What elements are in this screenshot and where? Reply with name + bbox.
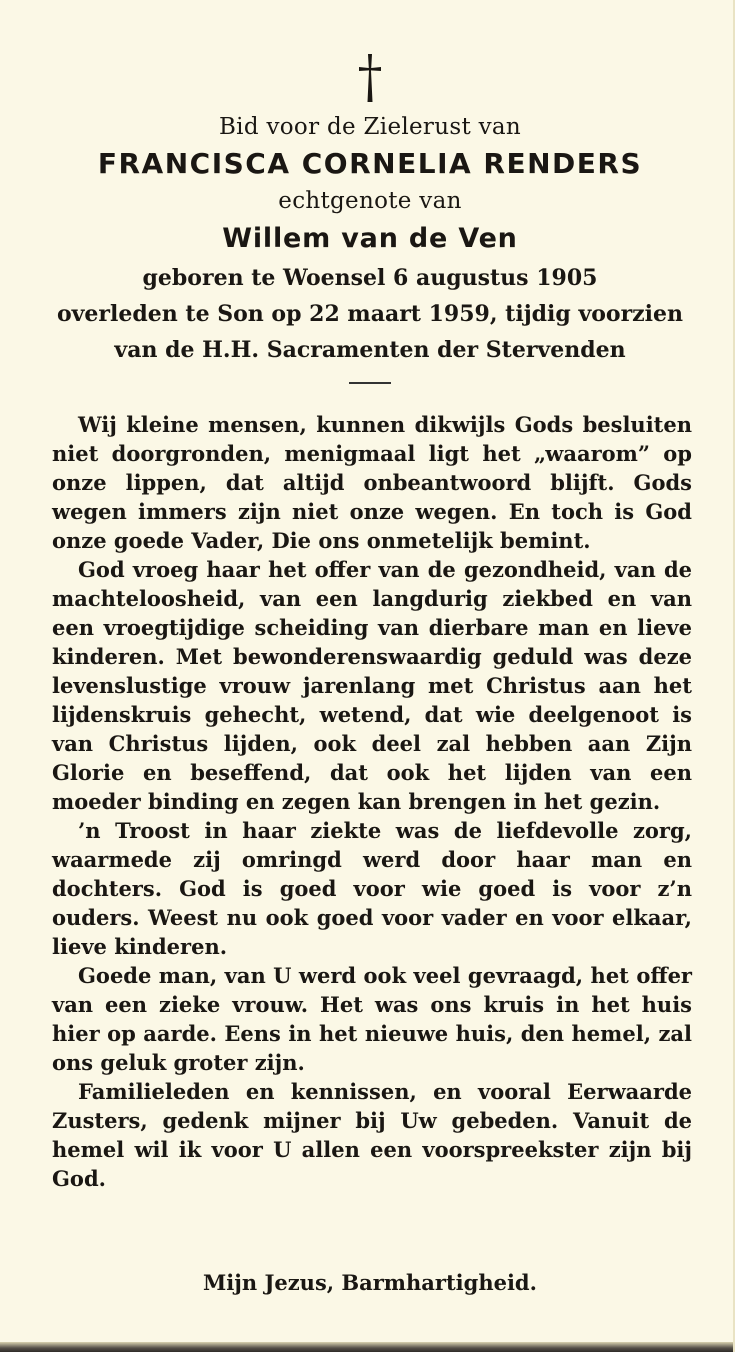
paragraph-5: Familieleden en kennissen, en vooral Eerwaarde Zusters, gedenk mijner bij Uw gebeden. Vanuit de hemel wil ik voor U allen een voorspreekster zijn bij God.	[52, 1079, 692, 1191]
closing-prayer: Mijn Jezus, Barmhartigheid.	[203, 1270, 537, 1295]
birth-line: geboren te Woensel 6 augustus 1905	[142, 265, 598, 291]
paragraph-4: Goede man, van U werd ook veel gevraagd, het offer van een zieke vrouw. Het was ons kruis in het huis hier op aarde. Eens in het nieuwe huis, den hemel, zal ons geluk groter zijn.	[52, 963, 692, 1075]
relation-line: echtgenote van	[278, 188, 462, 214]
deceased-name: FRANCISCA CORNELIA RENDERS	[97, 147, 643, 180]
death-line: overleden te Son op 22 maart 1959, tijdig voorzien	[56, 301, 684, 327]
latin-cross-icon	[350, 52, 390, 104]
husband-name: Willem van de Ven	[222, 223, 518, 254]
intro-line: Bid voor de Zielerust van	[218, 114, 522, 140]
paragraph-3: ’n Troost in haar ziekte was de liefdevolle zorg, waarmede zij omringd werd door haar man en dochters. God is goed voor wie goed is voor z’n ouders. Weest nu ook goed voor vader en voor elkaar, lieve kinderen.	[52, 818, 692, 959]
card-body-text	[52, 410, 692, 1193]
separator-rule	[349, 382, 391, 384]
paragraph-1: Wij kleine mensen, kunnen dikwijls Gods besluiten niet doorgronden, menigmaal ligt het „waarom” op onze lippen, dat altijd onbeantwoord blijft. Gods wegen immers zijn niet onze wegen. En toch is God onze goede Vader, Die ons onmetelijk bemint.	[52, 412, 692, 553]
paragraph-2: God vroeg haar het offer van de gezondheid, van de machteloosheid, van een langdurig ziekbed en van een vroegtijdige scheiding van dierbare man en lieve kinderen. Met bewonderenswaardig geduld was deze levenslustige vrouw jarenlang met Christus aan het lijdenskruis gehecht, wetend, dat wie deelgenoot is van Christus lijden, ook deel zal hebben aan Zijn Glorie en beseffend, dat ook het lijden van een moeder binding en zegen kan brengen in het gezin.	[52, 557, 692, 814]
card-header	[40, 52, 700, 384]
sacraments-line: van de H.H. Sacramenten der Stervenden	[114, 337, 626, 363]
